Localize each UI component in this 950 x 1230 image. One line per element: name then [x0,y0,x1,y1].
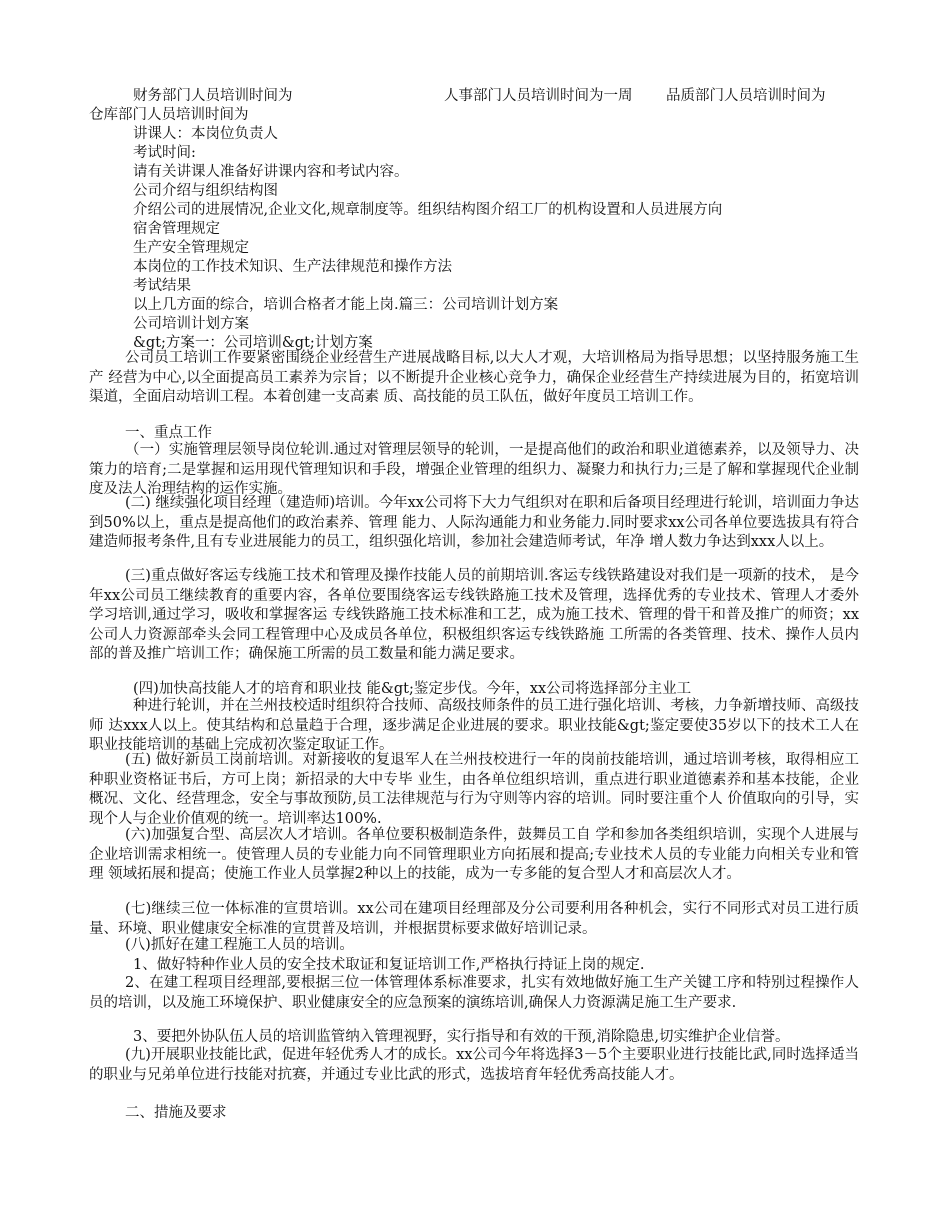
summary-line: 以上几方面的综合，培训合格者才能上岗.篇三：公司培训计划方案 [133,297,559,313]
paragraph-2: (二) 继续强化项目经理（建造师)培训。今年xx公司将下大力气组织对在职和后备项目经理进行轮训，培训面力争达到50%以上，重点是提高他们的政治素养、管理 能力、人际沟通能力和业务能力.同时要求xx公司各单位要选拔具有符合建造师报考条件,且有专业进展能力的员工，组织强化培训，参加社会建造师考试，年净 增人数力争达到xxx人以上。 [89,495,859,550]
paragraph-6: (六)加强复合型、高层次人才培训。各单位要积极制造条件，鼓舞员工自 学和参加各类组织培训，实现个人进展与企业培训需求相统一。使管理人员的专业能力向不同管理职业方向拓展和提高;专业技术人员的专业能力向相关专业和管理 领域拓展和提高；使施工作业人员掌握2种以上的技能，成为一专多能的复合型人才和高层次人才。 [89,827,859,882]
plan-one-heading: &gt;方案一：公司培训&gt;计划方案 [133,335,373,351]
hr-training-time: 人事部门人员培训时间为一周 [444,88,633,104]
exam-result: 考试结果 [133,278,191,294]
job-knowledge: 本岗位的工作技术知识、生产法律规范和操作方法 [133,259,452,275]
quality-training-time: 品质部门人员培训时间为 [666,88,826,104]
safety-rules: 生产安全管理规定 [133,240,249,256]
exam-time-line: 考试时间: [133,145,196,161]
lecturer-line: 讲课人：本岗位负责人 [133,126,278,142]
paragraph-8: (八)抓好在建工程施工人员的培训。 [125,937,354,953]
paragraph-7: (七)继续三位一体标准的宣贯培训。xx公司在建项目经理部及分公司要利用各种机会，实行不同形式对员工进行质量、环境、职业健康安全标准的宣贯普及培训，并根据贯标要求做好培训记录。 [89,901,859,937]
prepare-line: 请有关讲课人准备好讲课内容和考试内容。 [133,164,409,180]
intro-heading: 公司介绍与组织结构图 [133,183,278,199]
finance-training-time: 财务部门人员培训时间为 [133,88,293,104]
plan-title: 公司培训计划方案 [133,316,249,332]
paragraph-5: (五) 做好新员工岗前培训。对新接收的复退军人在兰州技校进行一年的岗前技能培训，通过培训考核，取得相应工种职业资格证书后，方可上岗；新招录的大中专毕 业生，由各单位组织培训，重点进行职业道德素养和基本技能，企业概况、文化、经营理念，安全与事故预防,员工法律规范与行为守则等内容的培训。同时要注重个人 价值取向的引导，实现个人与企业价值观的统一。培训率达100%. [89,752,859,827]
intro-paragraph: 公司员工培训工作要紧密围绕企业经营生产进展战略目标,以大人才观，大培训格局为指导思想；以坚持服务施工生产 经营为中心,以全面提高员工素养为宗旨；以不断提升企业核心竞争力，确保企业经营生产持续进展为目的，拓宽培训渠道，全面启动培训工程。本着创建一支高素 质、高技能的员工队伍，做好年度员工培训工作。 [89,350,859,405]
section-heading-key-work: 一、重点工作 [125,425,212,441]
paragraph-4: 种进行轮训，并在兰州技校适时组织符合技师、高级技师条件的员工进行强化培训、考核，力争新增技师、高级技师 达xxx人以上。使其结构和总量趋于合理，逐步满足企业进展的要求。职业技能&gt;鉴定要使35岁以下的技术工人在职业技能培训的基础上完成初次鉴定取证工作。 [89,698,859,753]
paragraph-9: (九)开展职业技能比武，促进年轻优秀人才的成长。xx公司今年将选择3－5个主要职业进行技能比武,同时选择适当的职业与兄弟单位进行技能对抗赛，并通过专业比武的形式，选拔培育年轻优秀高技能人才。 [89,1047,859,1083]
paragraph-1: （一）实施管理层领导岗位轮训.通过对管理层领导的轮训，一是提高他们的政治和职业道德素养，以及领导力、决策力的培育;二是掌握和运用现代管理知识和手段，增强企业管理的组织力、凝聚力和执行力;三是了解和掌握现代企业制度及法人治理结构的运作实施。 [89,442,859,497]
intro-description: 介绍公司的进展情况,企业文化,规章制度等。组织结构图介绍工厂的机构设置和人员进展方向 [133,202,723,218]
paragraph-8-item-3: 3、要把外协队伍人员的培训监管纳入管理视野，实行指导和有效的干预,消除隐患,切实维护企业信誉。 [133,1029,790,1045]
paragraph-8-item-1: 1、做好特种作业人员的安全技术取证和复证培训工作,严格执行持证上岗的规定. [133,957,645,973]
warehouse-training-time: 仓库部门人员培训时间为 [89,107,249,123]
paragraph-8-item-2: 2、在建工程项目经理部,要根据三位一体管理体系标准要求，扎实有效地做好施工生产关键工序和特别过程操作人员的培训，以及施工环境保护、职业健康安全的应急预案的演练培训,确保人力资源满足施工生产要求. [89,975,859,1011]
dorm-rules: 宿舍管理规定 [133,221,220,237]
section-heading-measures: 二、措施及要求 [125,1105,227,1121]
paragraph-4-first-line: (四)加快高技能人才的培育和职业技 能&gt;鉴定步伐。今年，xx公司将选择部分主业工 [133,681,692,697]
paragraph-3: (三)重点做好客运专线施工技术和管理及操作技能人员的前期培训.客运专线铁路建设对我们是一项新的技术， 是今年xx公司员工继续教育的重要内容，各单位要围绕客运专线铁路施工技术及管理，选择优秀的专业技术、管理人才委外学习培训,通过学习，吸收和掌握客运 专线铁路施工技术标准和工艺，成为施工技术、管理的骨干和普及推广的师资；xx公司人力资源部牵头会同工程管理中心及成员各单位，积极组织客运专线铁路施 工所需的各类管理、技术、操作人员内部的普及推广培训工作；确保施工所需的员工数量和能力满足要求。 [89,568,859,662]
